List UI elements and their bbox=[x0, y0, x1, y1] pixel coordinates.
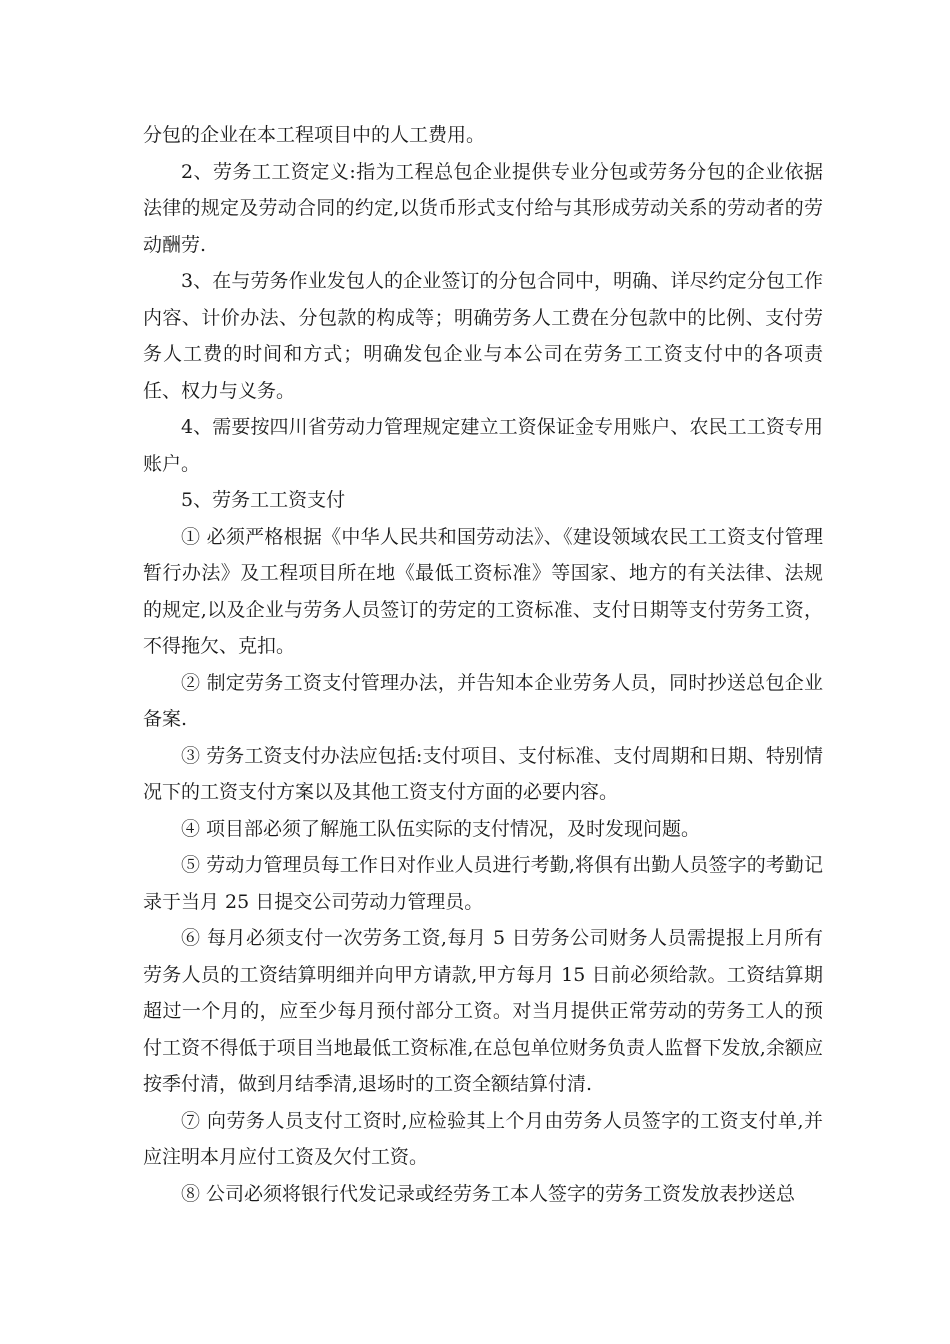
paragraph-item-6: ⑥ 每月必须支付一次劳务工资,每月 5 日劳务公司财务人员需提报上月所有劳务人员的工资结算明细并向甲方请款,甲方每月 15 日前必须给款。工资结算期超过一个月的，应至少每月预付部分工资。对当月提供正常劳动的劳务工人的预付工资不得低于项目当地最低工资标准,在总包单位财务负责人监督下发放,余额应按季付清，做到月结季清,退场时的工资全额结算付清. bbox=[143, 927, 823, 1095]
paragraph-item-4: ④ 项目部必须了解施工队伍实际的支付情况，及时发现问题。 bbox=[181, 817, 701, 840]
paragraph-continuation: 分包的企业在本工程项目中的人工费用。 bbox=[143, 124, 486, 146]
paragraph-item-2: ② 制定劳务工资支付管理办法，并告知本企业劳务人员，同时抄送总包企业备案. bbox=[143, 671, 823, 730]
paragraph-wage-definition: 2、劳务工工资定义:指为工程总包企业提供专业分包或劳务分包的企业依据法律的规定及劳动合同的约定,以货币形式支付给与其形成劳动关系的劳动者的劳动酬劳. bbox=[143, 160, 823, 256]
paragraph-item-7: ⑦ 向劳务人员支付工资时,应检验其上个月由劳务人员签字的工资支付单,并应注明本月应付工资及欠付工资。 bbox=[143, 1109, 823, 1168]
paragraph-item-1: ① 必须严格根据《中华人民共和国劳动法》、《建设领域农民工工资支付管理暂行办法》及工程项目所在地《最低工资标准》等国家、地方的有关法律、法规的规定,以及企业与劳务人员签订的劳定的工资标准、支付日期等支付劳务工资，不得拖欠、克扣。 bbox=[143, 525, 823, 657]
paragraph-wage-payment-heading: 5、劳务工工资支付 bbox=[181, 489, 346, 511]
paragraph-item-8: ⑧ 公司必须将银行代发记录或经劳务工本人签字的劳务工资发放表抄送总 bbox=[181, 1182, 796, 1205]
document-body bbox=[143, 117, 823, 1212]
paragraph-accounts: 4、需要按四川省劳动力管理规定建立工资保证金专用账户、农民工工资专用账户。 bbox=[143, 416, 823, 475]
paragraph-subcontract: 3、在与劳务作业发包人的企业签订的分包合同中，明确、详尽约定分包工作内容、计价办法、分包款的构成等；明确劳务人工费在分包款中的比例、支付劳务人工费的时间和方式；明确发包企业与本公司在劳务工工资支付中的各项责任、权力与义务。 bbox=[143, 270, 823, 402]
paragraph-item-3: ③ 劳务工资支付办法应包括:支付项目、支付标准、支付周期和日期、特别情况下的工资支付方案以及其他工资支付方面的必要内容。 bbox=[143, 744, 823, 803]
paragraph-item-5: ⑤ 劳动力管理员每工作日对作业人员进行考勤,将俱有出勤人员签字的考勤记录于当月 25 日提交公司劳动力管理员。 bbox=[143, 854, 823, 913]
